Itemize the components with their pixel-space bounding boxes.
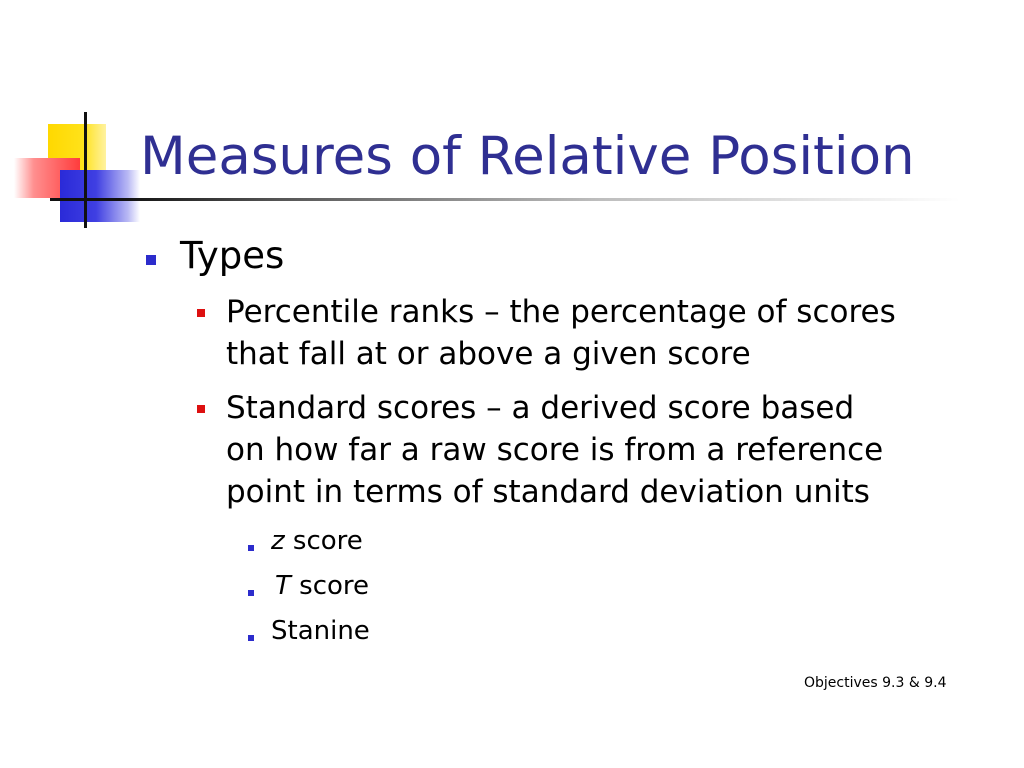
bullet-square-icon bbox=[146, 255, 156, 265]
bullet-standard-line1: Standard scores – a derived score based bbox=[226, 390, 855, 426]
bullet-stanine: Stanine bbox=[271, 616, 370, 646]
bullet-standard-line3: point in terms of standard deviation units bbox=[226, 474, 870, 510]
bullet-t-score bbox=[275, 568, 369, 604]
slide-title: Measures of Relative Position bbox=[140, 126, 915, 187]
bullet-square-icon bbox=[248, 545, 254, 551]
bullet-square-icon bbox=[197, 309, 205, 317]
bullet-square-icon bbox=[197, 405, 205, 413]
z-score-label: score bbox=[284, 526, 363, 556]
bullet-z-score bbox=[271, 523, 363, 559]
z-variable: z bbox=[271, 526, 285, 556]
bullet-percentile-line1: Percentile ranks – the percentage of scores bbox=[226, 294, 896, 330]
bullet-square-icon bbox=[248, 590, 254, 596]
bullet-standard-line2: on how far a raw score is from a reference bbox=[226, 432, 884, 468]
t-variable: T bbox=[275, 571, 291, 601]
bullet-percentile-line2: that fall at or above a given score bbox=[226, 336, 751, 372]
slide-footer: Objectives 9.3 & 9.4 bbox=[804, 675, 947, 691]
t-score-label: score bbox=[290, 571, 370, 601]
bullet-square-icon bbox=[248, 635, 254, 641]
bullet-types: Types bbox=[180, 234, 285, 277]
